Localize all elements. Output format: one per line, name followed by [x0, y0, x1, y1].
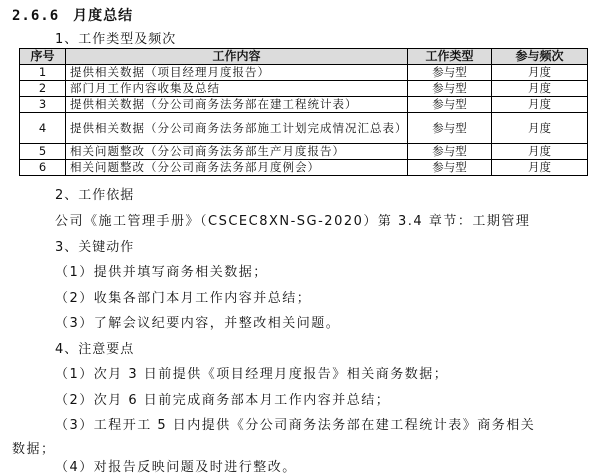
- work-table: [19, 48, 588, 176]
- cell-frequency: 月度: [492, 65, 588, 81]
- cell-content: 提供相关数据（项目经理月度报告）: [66, 65, 408, 81]
- cell-type: 参与型: [408, 144, 492, 160]
- section-title: 月度总结: [73, 8, 134, 24]
- cell-frequency: 月度: [492, 81, 588, 97]
- cell-content: 提供相关数据（分公司商务法务部施工计划完成情况汇总表）: [66, 113, 408, 144]
- table-row: [20, 97, 588, 113]
- action-item: （3）了解会议纪要内容，并整改相关问题。: [55, 316, 341, 331]
- cell-type: 参与型: [408, 65, 492, 81]
- subheading-key-actions: 3、关键动作: [55, 240, 135, 255]
- note-item: （4）对报告反映问题及时进行整改。: [55, 460, 297, 475]
- header-type: 工作类型: [408, 49, 492, 65]
- header-frequency: 参与频次: [492, 49, 588, 65]
- cell-type: 参与型: [408, 113, 492, 144]
- header-content: 工作内容: [66, 49, 408, 65]
- cell-content: 提供相关数据（分公司商务法务部在建工程统计表）: [66, 97, 408, 113]
- cell-index: 3: [20, 97, 66, 113]
- cell-index: 2: [20, 81, 66, 97]
- table-row: [20, 113, 588, 144]
- cell-frequency: 月度: [492, 97, 588, 113]
- table-row: [20, 144, 588, 160]
- cell-frequency: 月度: [492, 144, 588, 160]
- cell-index: 5: [20, 144, 66, 160]
- cell-type: 参与型: [408, 160, 492, 176]
- note-item: （3）工程开工 5 日内提供《分公司商务法务部在建工程统计表》商务相关: [55, 418, 536, 433]
- subheading-basis: 2、工作依据: [55, 188, 135, 203]
- cell-index: 4: [20, 113, 66, 144]
- cell-content: 相关问题整改（分公司商务法务部月度例会）: [66, 160, 408, 176]
- cell-content: 部门月工作内容收集及总结: [66, 81, 408, 97]
- basis-text: 公司《施工管理手册》（CSCEC8XN-SG-2020）第 3.4 章节：工期管理: [55, 214, 531, 229]
- cell-index: 1: [20, 65, 66, 81]
- cell-frequency: 月度: [492, 113, 588, 144]
- note-item: （2）次月 6 日前完成商务部本月工作内容并总结；: [55, 393, 391, 408]
- subheading-work-type: 1、工作类型及频次: [55, 32, 177, 47]
- header-index: 序号: [20, 49, 66, 65]
- note-item-continued: 数据；: [12, 442, 56, 457]
- cell-frequency: 月度: [492, 160, 588, 176]
- cell-index: 6: [20, 160, 66, 176]
- table-header-row: [20, 49, 588, 65]
- table-row: [20, 160, 588, 176]
- table-row: [20, 81, 588, 97]
- cell-type: 参与型: [408, 81, 492, 97]
- note-item: （1）次月 3 日前提供《项目经理月度报告》相关商务数据；: [55, 367, 449, 382]
- cell-content: 相关问题整改（分公司商务法务部生产月度报告）: [66, 144, 408, 160]
- section-heading: [12, 5, 133, 25]
- subheading-notes: 4、注意要点: [55, 342, 135, 357]
- cell-type: 参与型: [408, 97, 492, 113]
- action-item: （2）收集各部门本月工作内容并总结；: [55, 291, 312, 306]
- section-number: 2.6.6: [12, 8, 60, 24]
- action-item: （1）提供并填写商务相关数据；: [55, 265, 268, 280]
- table-row: [20, 65, 588, 81]
